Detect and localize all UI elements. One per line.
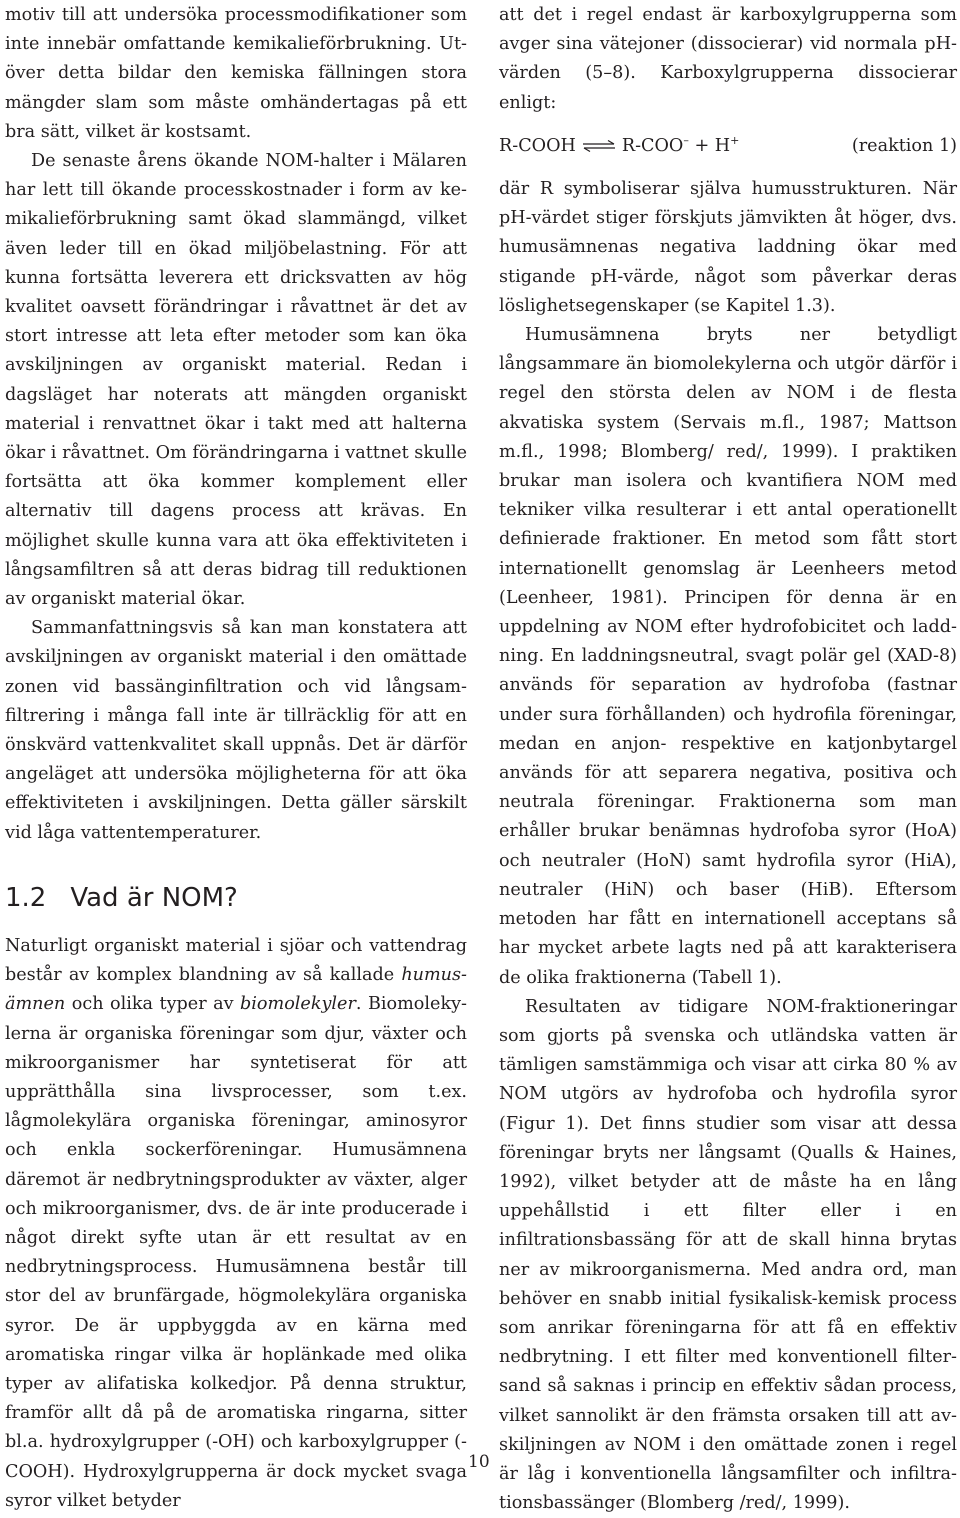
paragraph-results: Resultaten av tidigare NOM-fraktioneringar som gjorts på svenska och utländska vatten är tämligen samstämmiga och visar att cirka 80 % av NOM utgörs av hydrofoba och hydrofila syror (Figur 1). Det finns studier som visar att dessa föreningar bryts ner långsamt (Qualls & Haines, 1992), vilket betyder att de måste ha en lång uppehållstid i ett filter eller i en infiltrationsbassäng för att de skall hinna brytas ner av mikroorganismerna. Med andra ord, man behöver en snabb initial fysikalisk-kemisk process som anrikar föreningarna för att få en effektiv nedbrytning. I ett filter med konventionell filtersand så saknas i princip en effektiv sådan process, vilket sannolikt är den främsta orsaken till att avskiljningen av NOM i den omättade zonen i regel är låg i konventionella långsamfilter och infiltrationsbassänger (Blomberg /red/, 1999). [499,996,957,1514]
paragraph-ph-effect: där R symboliserar själva humusstrukturen. När pH-värdet stiger förskjuts jämvikten åt höger, dvs. humusämnenas negativa laddning ökar med stigande pH-värde, något som påverkar deras löslighetsegenskaper (se Kapitel 1.3). [499,179,957,316]
section-heading [5,882,467,914]
left-column [5,0,467,1516]
paragraph-nom-levels: De senaste årens ökande NOM-halter i Mälaren har lett till ökande processkostnader i form av kemikalieförbrukning samt ökad slammängd, vilket även leder till en ökad miljöbelastning. För att kunna fortsätta leverera ett dricksvatten av hög kvalitet oavsett förändringar i råvattnet är det av stort intresse att leta efter metoder som kan öka avskiljningen av organiskt material. Redan i dagsläget har noterats att mängden organiskt material i renvattnet ökar i takt med att halterna ökar i råvattnet. Om förändringarna i vattnet skulle fortsätta att öka kommer komplement eller alternativ till dagens process att krävas. En möjlighet skulle kunna vara att öka effektiviteten i långsamfiltren så att deras bidrag till reduktionen av organiskt material ökar. [5,151,467,610]
product: R-COO– + H+ [621,133,740,156]
paragraph-what-is-nom: Naturligt organiskt material i sjöar och vattendrag består av komplex blandning av så kallade humusämnen och olika typer av biomolekyler. Biomolekylerna är organiska föreningar som djur, växter och mikroorganismer har syntetiserat för att upprätthålla sina livsprocesser, som t.ex. lågmolekylära organiska föreningar, aminosyror och enkla sockerföreningar. Humusämnena däremot är nedbrytningsprodukter av växter, alger och mikroorganismer, dvs. de är inte producerade i något direkt syfte utan är ett resultat av en nedbrytningsprocess. Humusämnena består till stor del av brunfärgade, högmolekylära organiska syror. De är uppbyggda av en kärna med aromatiska ringar vilka är hoplänkade med olika typer av alifatiska kolkedjor. På denna struktur, framför allt då på de aromatiska ringarna, sitter bl.a. hydroxylgrupper (-OH) och karboxylgrupper (-COOH). Hydroxylgrupperna är dock mycket svaga syror vilket betyder [5,935,467,1511]
paragraph-motivation: motiv till att undersöka processmodifikationer som inte innebär omfattande kemikalieförbrukning. Utöver detta bildar den kemiska fällningen stora mängder slam som måste omhändertagas på ett bra sätt, vilket är kostsamt. [5,5,467,142]
section-number: 1.2 [5,882,47,913]
page-number: 10 [468,1452,490,1472]
reaction-equation [499,132,957,161]
equilibrium-arrow-icon [582,140,616,152]
paragraph-fractionation: Humusämnena bryts ner betydligt långsammare än biomolekylerna och utgör därför i regel den största delen av NOM i de flesta akvatiska system (Servais m.fl., 1987; Mattson m.fl., 1998; Blomberg/ red/, 1999). I praktiken brukar man isolera och kvantifiera NOM med tekniker vilka resulterar i ett antal operationellt definierade fraktioner. En metod som fått stort internationellt genomslag är Leenheers metod (Leenheer, 1981). Principen för denna är en uppdelning av NOM efter hydrofobicitet och laddning. En laddningsneutral, svagt polär gel (XAD-8) används för separation av hydrofoba (fastnar under sura förhållanden) och hydrofila föreningar, medan en anjon- respektive en katjonbytargel används för att separera negativa, positiva och neutrala föreningar. Fraktionerna som man erhåller brukar benämnas hydrofoba syror (HoA) och neutraler (HoN) samt hydrofila syror (HiA), neutraler (HiN) och baser (HiB). Eftersom metoden har fått en internationell acceptans så har mycket arbete lagts ned på att karakterisera de olika fraktionerna (Tabell 1). [499,325,957,988]
section-title: Vad är NOM? [70,882,238,913]
reactant: R-COOH [499,135,576,156]
paragraph-summary: Sammanfattningsvis så kan man konstatera att avskiljningen av organiskt material i den omättade zonen vid bassänginfiltration och vid långsamfiltrering i många fall inte är tillräcklig för att en önskvärd vattenkvalitet skall uppnås. Det är därför angeläget att undersöka möjligheterna för att öka effektiviteten i avskiljningen. Detta gäller särskilt vid låga vattentemperaturer. [5,618,467,843]
reaction-label: (reaktion 1) [851,135,957,156]
term-biomolekyler: biomolekyler [240,994,356,1015]
paragraph-dissociation: att det i regel endast är karboxylgrupperna som avger sina vätejoner (dissocierar) vid normala pH-värden (5–8). Karboxylgrupperna dissocierar enligt: [499,5,957,113]
right-column [499,0,957,1518]
term-humusamnen: humusämnen [5,965,467,1015]
